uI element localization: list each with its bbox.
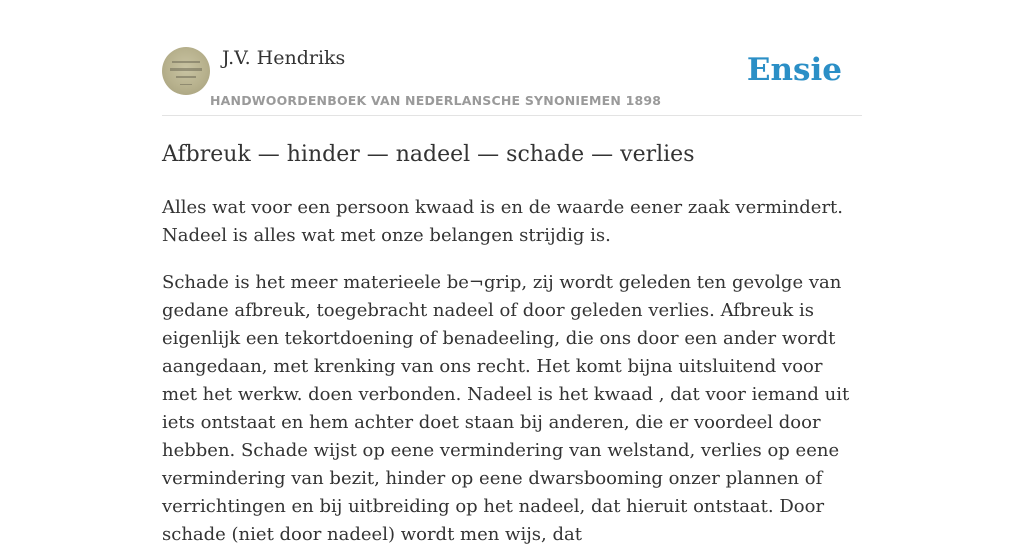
header bbox=[162, 0, 862, 116]
content-container bbox=[162, 0, 862, 549]
paragraph: Schade is het meer materieele be¬grip, zij wordt geleden ten gevolge van gedane afbreuk, toegebracht nadeel of door geleden verlies. Afbreuk is eigenlijk een tekortdoening of benadeeling, die ons door een ander wordt aangedaan, met krenking van ons recht. Het komt bijna uitsluitend voor met het werkw. doen verbonden. Nadeel is het kwaad , dat voor iemand uit iets ontstaat en hem achter doet staan bij anderen, die er voordeel door hebben. Schade wijst op eene vermindering van welstand, verlies op eene vermindering van bezit, hinder op eene dwarsbooming onzer plannen of verrichtingen en bij uitbreiding op het nadeel, dat hieruit ontstaat. Door schade (niet door nadeel) wordt men wijs, dat bbox=[162, 272, 850, 545]
source-link[interactable]: HANDWOORDENBOEK VAN NEDERLANSCHE SYNONIEMEN 1898 bbox=[210, 93, 662, 108]
page-title: Afbreuk — hinder — nadeel — schade — verlies bbox=[162, 142, 695, 167]
cover-line-decoration bbox=[172, 61, 200, 63]
cover-line-decoration bbox=[170, 68, 202, 71]
author-link[interactable]: J.V. Hendriks bbox=[222, 47, 346, 69]
paragraph: Alles wat voor een persoon kwaad is en de waarde eener zaak vermindert. Nadeel is alles wat met onze belangen strijdig is. bbox=[162, 197, 844, 246]
ensie-logo[interactable]: Ensie bbox=[746, 52, 842, 88]
avatar[interactable] bbox=[162, 47, 210, 95]
cover-line-decoration bbox=[176, 76, 196, 78]
cover-line-decoration bbox=[180, 84, 192, 85]
